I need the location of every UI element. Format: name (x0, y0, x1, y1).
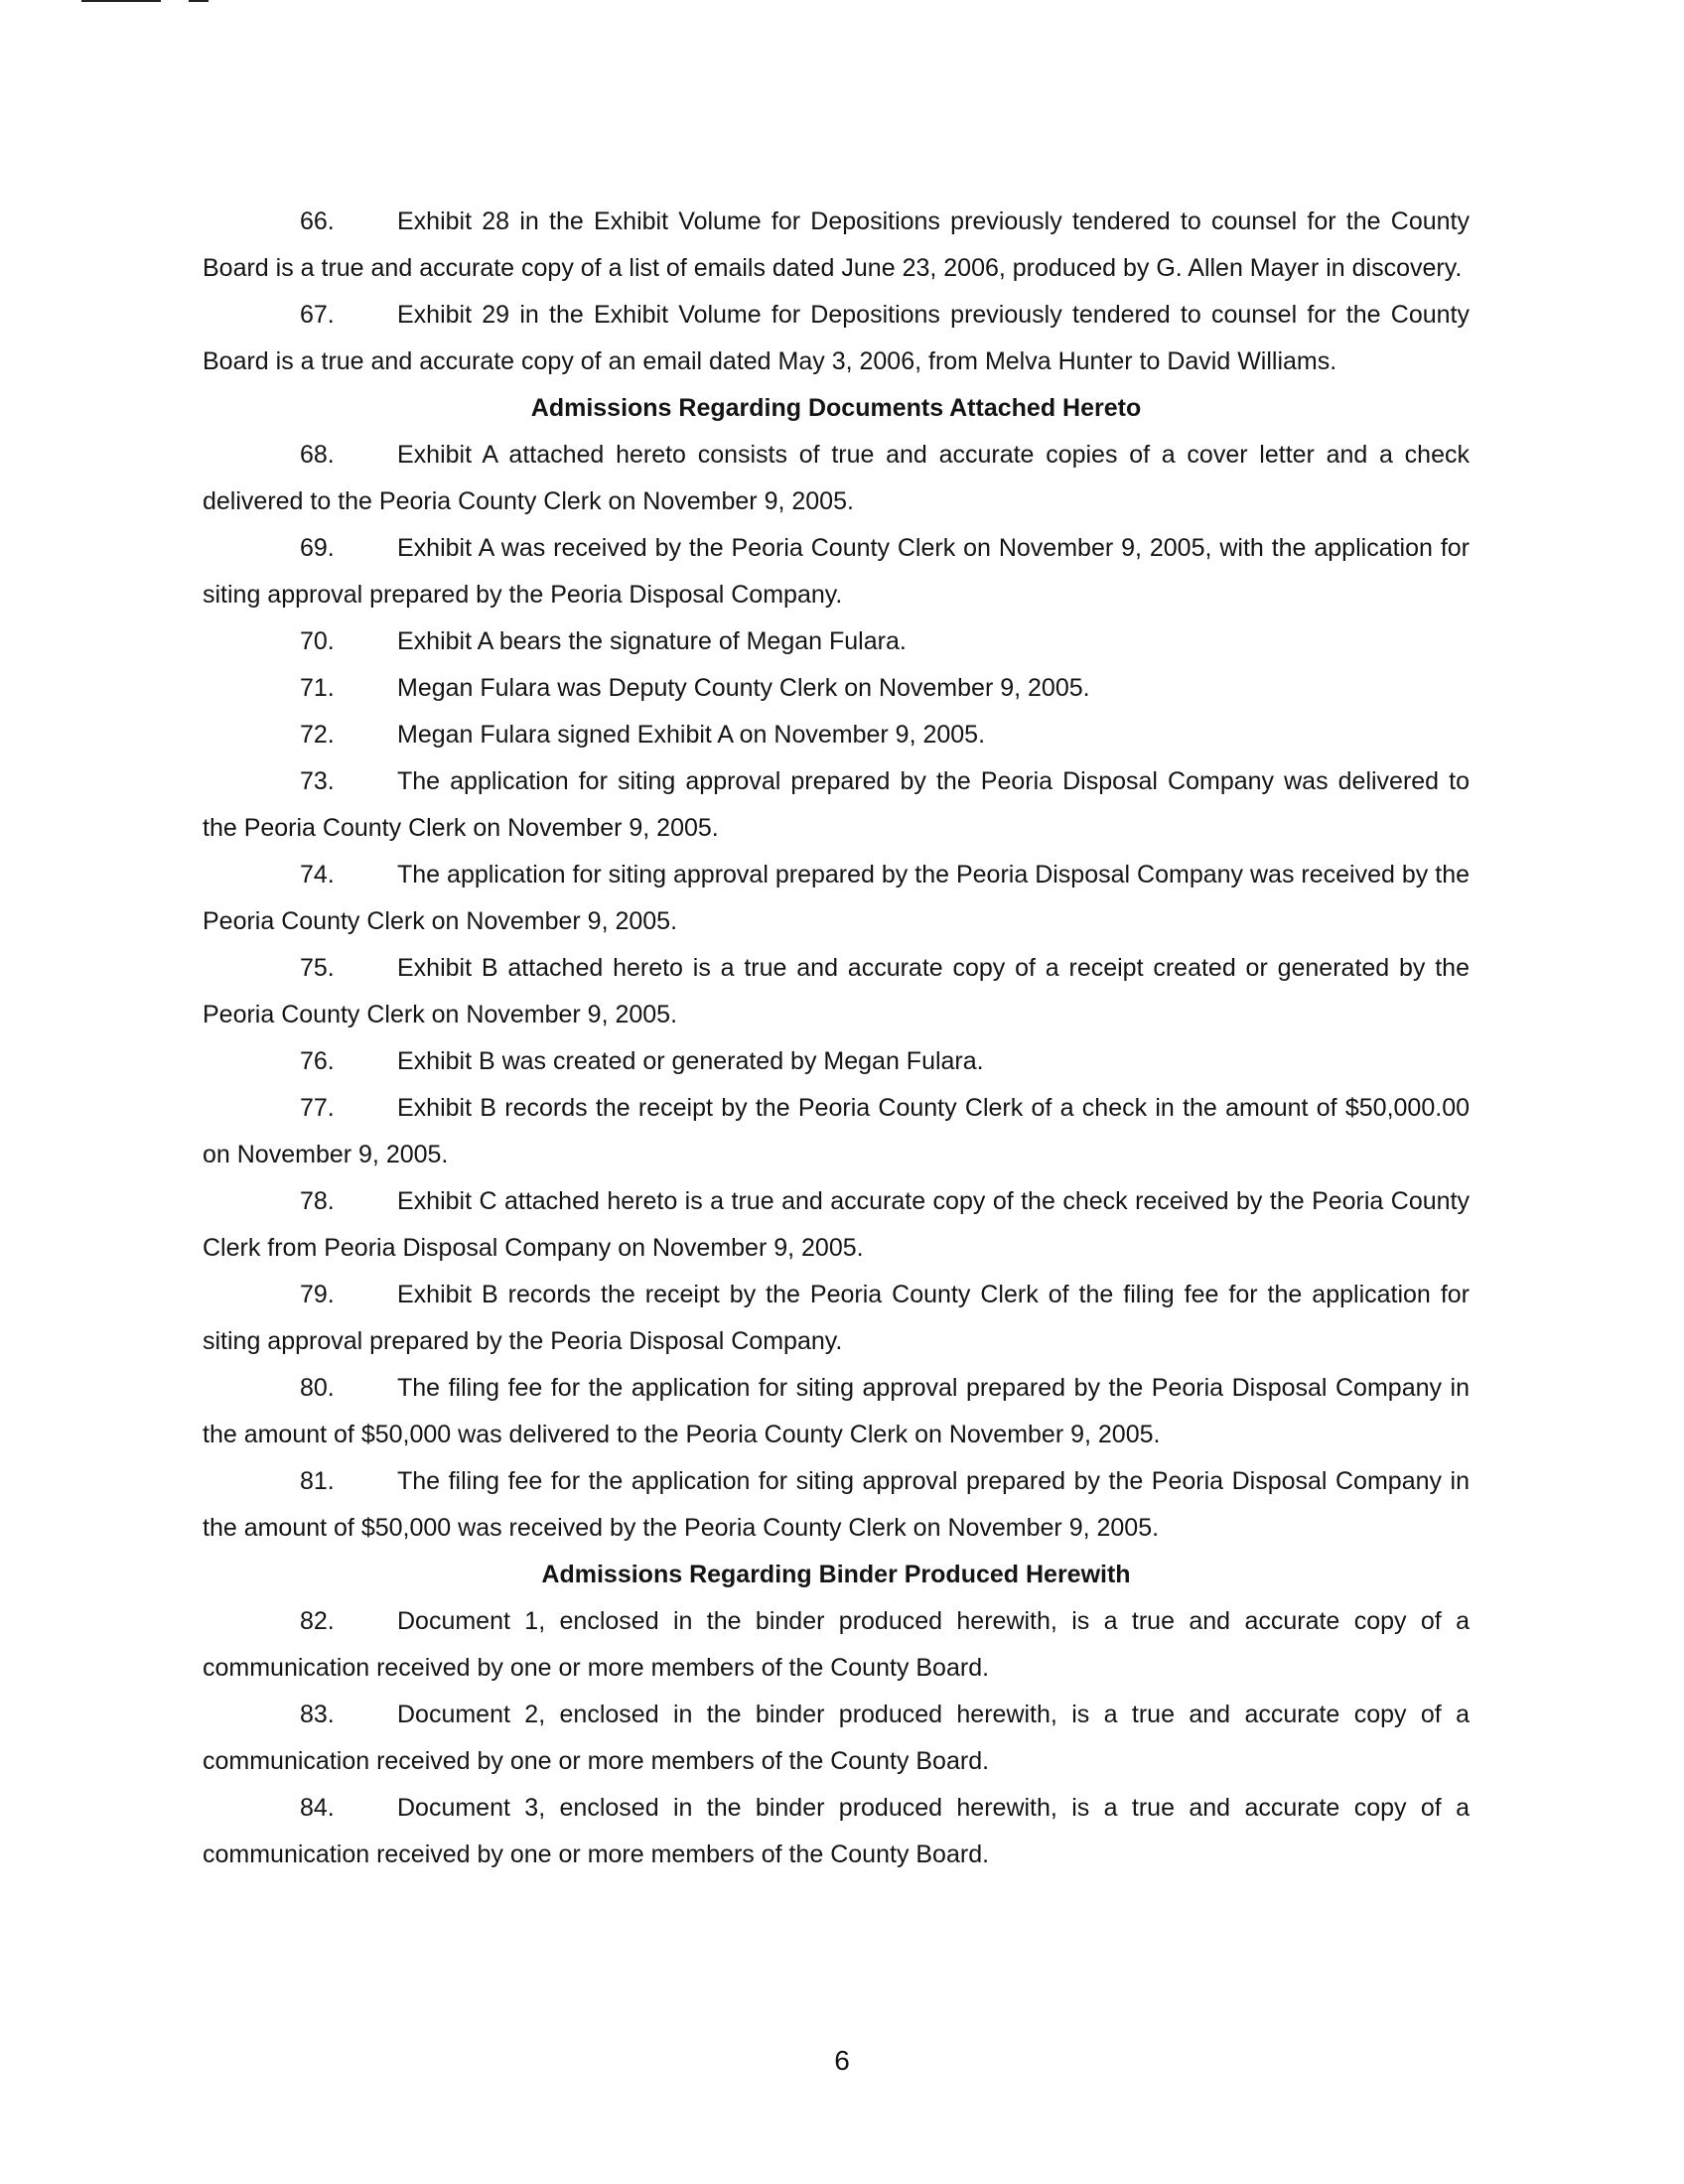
paragraph-text: Exhibit 28 in the Exhibit Volume for Depositions previously tendered to counsel for the County Board is a true and accurate copy of a list of emails dated June 23, 2006, produced by G. Allen Mayer in discovery. (203, 207, 1470, 282)
paragraph-text: The filing fee for the application for siting approval prepared by the Peoria Disposal Company in the amount of $50,000 was delivered to the Peoria County Clerk on November 9, 2005. (203, 1374, 1470, 1448)
paragraph-text: Exhibit A attached hereto consists of true and accurate copies of a cover letter and a check delivered to the Peoria County Clerk on November 9, 2005. (203, 441, 1470, 515)
paragraph-text: Exhibit B records the receipt by the Peoria County Clerk of the filing fee for the application for siting approval prepared by the Peoria Disposal Company. (203, 1281, 1470, 1355)
paragraph-text: Exhibit B attached hereto is a true and accurate copy of a receipt created or generated by the Peoria County Clerk on November 9, 2005. (203, 954, 1470, 1028)
paragraph-71 (203, 665, 1470, 712)
paragraph-68 (203, 432, 1470, 525)
paragraph-75 (203, 945, 1470, 1038)
scan-artifact-line (81, 0, 161, 2)
paragraph-text: Megan Fulara signed Exhibit A on November 9, 2005. (397, 721, 986, 749)
paragraph-text: The application for siting approval prepared by the Peoria Disposal Company was delivered to the Peoria County Clerk on November 9, 2005. (203, 767, 1470, 842)
paragraph-text: Exhibit A bears the signature of Megan Fulara. (397, 627, 907, 655)
paragraph-text: Exhibit B records the receipt by the Peoria County Clerk of a check in the amount of $50,000.00 on November 9, 2005. (203, 1094, 1470, 1168)
paragraph-number: 70. (300, 627, 335, 655)
paragraph-number: 69. (300, 534, 335, 562)
paragraph-number: 81. (300, 1467, 335, 1495)
paragraph-76 (203, 1038, 1470, 1085)
paragraph-number: 73. (300, 767, 335, 795)
paragraph-number: 80. (300, 1374, 335, 1402)
paragraph-78 (203, 1178, 1470, 1272)
paragraph-number: 74. (300, 861, 335, 888)
paragraph-text: Document 1, enclosed in the binder produced herewith, is a true and accurate copy of a communication received by one or more members of the County Board. (203, 1607, 1470, 1682)
paragraph-number: 66. (300, 207, 335, 235)
paragraph-number: 75. (300, 954, 335, 982)
paragraph-83 (203, 1692, 1470, 1785)
paragraph-79 (203, 1272, 1470, 1365)
page-number: 6 (834, 2045, 850, 2076)
paragraph-81 (203, 1458, 1470, 1552)
section-heading-binder: Admissions Regarding Binder Produced Herewith (541, 1561, 1131, 1588)
paragraph-67 (203, 292, 1470, 385)
paragraph-77 (203, 1085, 1470, 1178)
paragraph-73 (203, 758, 1470, 852)
paragraph-70 (203, 618, 1470, 665)
paragraph-text: Document 3, enclosed in the binder produced herewith, is a true and accurate copy of a communication received by one or more members of the County Board. (203, 1794, 1470, 1868)
section-heading-documents-attached: Admissions Regarding Documents Attached Hereto (530, 394, 1142, 422)
document-body (203, 199, 1470, 1878)
paragraph-text: Exhibit A was received by the Peoria County Clerk on November 9, 2005, with the application for siting approval prepared by the Peoria Disposal Company. (203, 534, 1470, 609)
paragraph-number: 82. (300, 1607, 335, 1635)
paragraph-number: 84. (300, 1794, 335, 1822)
paragraph-number: 68. (300, 441, 335, 469)
paragraph-text: The filing fee for the application for siting approval prepared by the Peoria Disposal Company in the amount of $50,000 was received by the Peoria County Clerk on November 9, 2005. (203, 1467, 1470, 1542)
scan-artifact-line (189, 0, 209, 2)
paragraph-text: Document 2, enclosed in the binder produced herewith, is a true and accurate copy of a communication received by one or more members of the County Board. (203, 1701, 1470, 1775)
paragraph-number: 67. (300, 301, 335, 329)
paragraph-text: Exhibit 29 in the Exhibit Volume for Depositions previously tendered to counsel for the County Board is a true and accurate copy of an email dated May 3, 2006, from Melva Hunter to David Williams. (203, 301, 1470, 375)
paragraph-74 (203, 852, 1470, 945)
paragraph-69 (203, 525, 1470, 618)
paragraph-number: 71. (300, 674, 335, 702)
paragraph-72 (203, 712, 1470, 758)
paragraph-number: 79. (300, 1281, 335, 1308)
paragraph-number: 76. (300, 1047, 335, 1075)
paragraph-80 (203, 1365, 1470, 1458)
paragraph-82 (203, 1598, 1470, 1692)
paragraph-text: Exhibit C attached hereto is a true and accurate copy of the check received by the Peoria County Clerk from Peoria Disposal Company on November 9, 2005. (203, 1187, 1470, 1262)
paragraph-number: 78. (300, 1187, 335, 1215)
paragraph-text: Megan Fulara was Deputy County Clerk on November 9, 2005. (397, 674, 1090, 702)
paragraph-66 (203, 199, 1470, 292)
paragraph-number: 77. (300, 1094, 335, 1122)
paragraph-text: Exhibit B was created or generated by Megan Fulara. (397, 1047, 984, 1075)
paragraph-number: 83. (300, 1701, 335, 1728)
paragraph-number: 72. (300, 721, 335, 749)
paragraph-84 (203, 1785, 1470, 1878)
paragraph-text: The application for siting approval prepared by the Peoria Disposal Company was received by the Peoria County Clerk on November 9, 2005. (203, 861, 1470, 935)
